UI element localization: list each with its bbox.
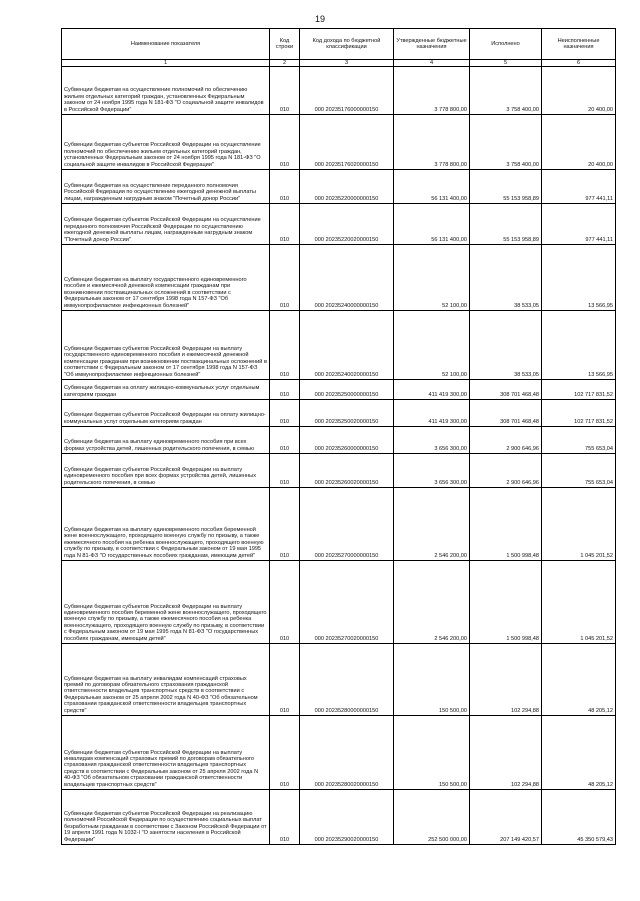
row-code-cell: 010	[270, 245, 300, 311]
table-row	[62, 716, 616, 790]
table-row	[62, 790, 616, 845]
unexecuted-amount-cell: 977 441,11	[542, 204, 616, 245]
column-number: 4	[394, 60, 470, 67]
executed-amount-cell: 102 294,88	[470, 644, 542, 716]
unexecuted-amount-cell: 48 205,12	[542, 644, 616, 716]
income-code-cell: 000 20235290020000150	[300, 790, 394, 845]
income-code-cell: 000 20235270020000150	[300, 561, 394, 644]
income-code-cell: 000 20235280020000150	[300, 716, 394, 790]
row-name-cell: Субвенции бюджетам на выплату инвалидам компенсаций страховых премий по договорам обязательного страхования гражданской ответственности владельцев транспортных средств в соответствии с Федеральным законом от 25 апреля 2002 года N 40-ФЗ "Об обязательном страховании гражданской ответственности владельцев транспортных средств"	[62, 644, 270, 716]
executed-amount-cell: 3 758 400,00	[470, 115, 542, 170]
unexecuted-amount-cell: 48 205,12	[542, 716, 616, 790]
approved-amount-cell: 56 131 400,00	[394, 170, 470, 204]
row-name-cell: Субвенции бюджетам на выплату единовременного пособия беременной жене военнослужащего, проходящего военную службу по призыву, а также ежемесячного пособия на ребенка военнослужащего, проходящего военную службу по призыву, в соответствии с Федеральным законом от 19 мая 1995 года N 81-ФЗ "О государственных пособиях гражданам, имеющим детей"	[62, 488, 270, 561]
column-number-row	[62, 60, 616, 67]
row-name-cell: Субвенции бюджетам на осуществление переданного полномочия Российской Федерации по осуществлению ежегодной денежной выплаты лицам, награжденным нагрудным знаком "Почетный донор России"	[62, 170, 270, 204]
income-code-cell: 000 20235250000000150	[300, 380, 394, 400]
table-row	[62, 204, 616, 245]
unexecuted-amount-cell: 13 566,95	[542, 311, 616, 380]
table-row	[62, 454, 616, 488]
approved-amount-cell: 52 100,00	[394, 245, 470, 311]
row-code-cell: 010	[270, 454, 300, 488]
row-name-cell: Субвенции бюджетам субъектов Российской Федерации на реализацию полномочий Российской Федерации по осуществлению социальных выплат безработным гражданам в соответствии с Законом Российской Федерации от 19 апреля 1991 года N 1032-I "О занятости населения в Российской Федерации"	[62, 790, 270, 845]
table-row	[62, 67, 616, 115]
approved-amount-cell: 3 778 800,00	[394, 115, 470, 170]
column-number: 5	[470, 60, 542, 67]
row-code-cell: 010	[270, 400, 300, 427]
row-name-cell: Субвенции бюджетам субъектов Российской Федерации на осуществление переданного полномочия Российской Федерации по осуществлению ежегодной денежной выплаты лицам, награжденным нагрудным знаком "Почетный донор России"	[62, 204, 270, 245]
column-header-approved: Утвержденные бюджетные назначения	[394, 29, 470, 60]
column-number: 3	[300, 60, 394, 67]
row-code-cell: 010	[270, 170, 300, 204]
unexecuted-amount-cell: 977 441,11	[542, 170, 616, 204]
approved-amount-cell: 2 546 200,00	[394, 561, 470, 644]
income-code-cell: 000 20235280000000150	[300, 644, 394, 716]
row-code-cell: 010	[270, 790, 300, 845]
approved-amount-cell: 56 131 400,00	[394, 204, 470, 245]
row-code-cell: 010	[270, 204, 300, 245]
table-row	[62, 561, 616, 644]
row-name-cell: Субвенции бюджетам субъектов Российской Федерации на выплату инвалидам компенсаций страховых премий по договорам обязательного страхования гражданской ответственности владельцев транспортных средств в соответствии с Федеральным законом от 25 апреля 2002 года N 40-ФЗ "Об обязательном страховании гражданской ответственности владельцев транспортных средств"	[62, 716, 270, 790]
row-code-cell: 010	[270, 716, 300, 790]
unexecuted-amount-cell: 102 717 831,52	[542, 380, 616, 400]
executed-amount-cell: 1 500 998,48	[470, 561, 542, 644]
column-number: 6	[542, 60, 616, 67]
executed-amount-cell: 3 758 400,00	[470, 67, 542, 115]
income-code-cell: 000 20235260000000150	[300, 427, 394, 454]
column-header-executed: Исполнено	[470, 29, 542, 60]
table-row	[62, 380, 616, 400]
executed-amount-cell: 38 533,05	[470, 245, 542, 311]
row-code-cell: 010	[270, 427, 300, 454]
row-code-cell: 010	[270, 311, 300, 380]
unexecuted-amount-cell: 102 717 831,52	[542, 400, 616, 427]
income-code-cell: 000 20235250020000150	[300, 400, 394, 427]
income-code-cell: 000 20235240020000150	[300, 311, 394, 380]
row-name-cell: Субвенции бюджетам на выплату единовременного пособия при всех формах устройства детей, лишенных родительского попечения, в семью	[62, 427, 270, 454]
approved-amount-cell: 3 656 300,00	[394, 454, 470, 488]
income-code-cell: 000 20235260020000150	[300, 454, 394, 488]
unexecuted-amount-cell: 755 653,04	[542, 427, 616, 454]
column-header-row-code: Код строки	[270, 29, 300, 60]
executed-amount-cell: 1 500 998,48	[470, 488, 542, 561]
approved-amount-cell: 411 419 300,00	[394, 400, 470, 427]
table-row	[62, 488, 616, 561]
income-code-cell: 000 20235220000000150	[300, 170, 394, 204]
approved-amount-cell: 3 778 800,00	[394, 67, 470, 115]
table-row	[62, 311, 616, 380]
row-name-cell: Субвенции бюджетам субъектов Российской Федерации на оплату жилищно-коммунальных услуг отдельным категориям граждан	[62, 400, 270, 427]
income-code-cell: 000 20235240000000150	[300, 245, 394, 311]
executed-amount-cell: 308 701 468,48	[470, 380, 542, 400]
executed-amount-cell: 2 900 646,96	[470, 454, 542, 488]
approved-amount-cell: 252 500 000,00	[394, 790, 470, 845]
income-code-cell: 000 20235270000000150	[300, 488, 394, 561]
unexecuted-amount-cell: 1 045 201,52	[542, 488, 616, 561]
approved-amount-cell: 52 100,00	[394, 311, 470, 380]
table-row	[62, 427, 616, 454]
row-code-cell: 010	[270, 115, 300, 170]
table-row	[62, 644, 616, 716]
unexecuted-amount-cell: 755 653,04	[542, 454, 616, 488]
row-name-cell: Субвенции бюджетам на выплату государственного единовременного пособия и ежемесячной денежной компенсации гражданам при возникновении поствакцинальных осложнений в соответствии с Федеральным законом от 17 сентября 1998 года N 157-ФЗ "Об иммунопрофилактике инфекционных болезней"	[62, 245, 270, 311]
table-row	[62, 400, 616, 427]
row-code-cell: 010	[270, 380, 300, 400]
row-code-cell: 010	[270, 67, 300, 115]
income-code-cell: 000 20235176000000150	[300, 67, 394, 115]
column-header-name: Наименование показателя	[62, 29, 270, 60]
table-row	[62, 115, 616, 170]
column-header-income-code: Код дохода по бюджетной классификации	[300, 29, 394, 60]
table-row	[62, 245, 616, 311]
table-body	[62, 67, 616, 845]
unexecuted-amount-cell: 20 400,00	[542, 115, 616, 170]
executed-amount-cell: 38 533,05	[470, 311, 542, 380]
row-name-cell: Субвенции бюджетам субъектов Российской Федерации на выплату единовременного пособия при всех формах устройства детей, лишенных родительского попечения, в семью	[62, 454, 270, 488]
row-name-cell: Субвенции бюджетам субъектов Российской Федерации на выплату государственного единовременного пособия и ежемесячной денежной компенсации гражданам при возникновении поствакцинальных осложнений в соответствии с Федеральным законом от 17 сентября 1998 года N 157-ФЗ "Об иммунопрофилактике инфекционных болезней"	[62, 311, 270, 380]
income-code-cell: 000 20235176020000150	[300, 115, 394, 170]
executed-amount-cell: 2 900 646,96	[470, 427, 542, 454]
table-row	[62, 170, 616, 204]
approved-amount-cell: 150 500,00	[394, 716, 470, 790]
page-number: 19	[314, 14, 325, 24]
income-code-cell: 000 20235220020000150	[300, 204, 394, 245]
row-name-cell: Субвенции бюджетам на оплату жилищно-коммунальных услуг отдельным категориям граждан	[62, 380, 270, 400]
unexecuted-amount-cell: 20 400,00	[542, 67, 616, 115]
executed-amount-cell: 55 153 958,89	[470, 170, 542, 204]
row-code-cell: 010	[270, 644, 300, 716]
executed-amount-cell: 207 149 420,57	[470, 790, 542, 845]
unexecuted-amount-cell: 13 566,95	[542, 245, 616, 311]
executed-amount-cell: 55 153 958,89	[470, 204, 542, 245]
header-row	[62, 29, 616, 60]
row-code-cell: 010	[270, 561, 300, 644]
column-number: 1	[62, 60, 270, 67]
approved-amount-cell: 3 656 300,00	[394, 427, 470, 454]
unexecuted-amount-cell: 45 350 579,43	[542, 790, 616, 845]
row-name-cell: Субвенции бюджетам субъектов Российской Федерации на выплату единовременного пособия беременной жене военнослужащего, проходящего военную службу по призыву, а также ежемесячного пособия на ребенка военнослужащего, проходящего военную службу по призыву, в соответствии с Федеральным законом от 19 мая 1995 года N 81-ФЗ "О государственных пособиях гражданам, имеющим детей"	[62, 561, 270, 644]
budget-execution-table	[61, 28, 616, 845]
executed-amount-cell: 102 294,88	[470, 716, 542, 790]
approved-amount-cell: 150 500,00	[394, 644, 470, 716]
row-name-cell: Субвенции бюджетам на осуществление полномочий по обеспечению жильем отдельных категорий граждан, установленных Федеральным законом от 24 ноября 1995 года N 181-ФЗ "О социальной защите инвалидов в Российской Федерации"	[62, 67, 270, 115]
column-header-unexecuted: Неисполненные назначения	[542, 29, 616, 60]
executed-amount-cell: 308 701 468,48	[470, 400, 542, 427]
approved-amount-cell: 2 546 200,00	[394, 488, 470, 561]
unexecuted-amount-cell: 1 045 201,52	[542, 561, 616, 644]
row-name-cell: Субвенции бюджетам субъектов Российской Федерации на осуществление полномочий по обеспечению жильем отдельных категорий граждан, установленных Федеральным законом от 24 ноября 1995 года N 181-ФЗ "О социальной защите инвалидов в Российской Федерации"	[62, 115, 270, 170]
row-code-cell: 010	[270, 488, 300, 561]
approved-amount-cell: 411 419 300,00	[394, 380, 470, 400]
column-number: 2	[270, 60, 300, 67]
